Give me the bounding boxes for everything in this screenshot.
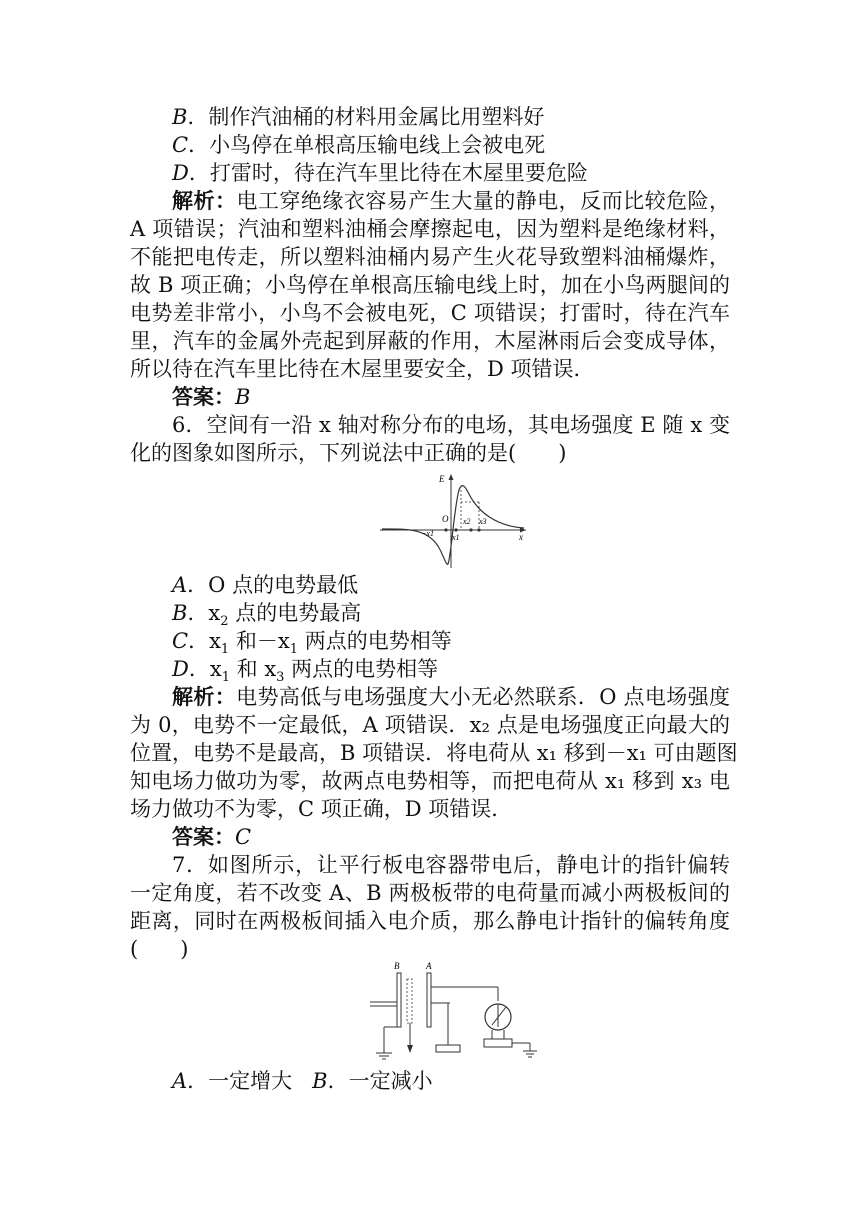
e-axis-arrow xyxy=(449,474,454,480)
electrometer-needle xyxy=(492,1007,506,1025)
q7-options-row: A．一定增大 B．一定减小 xyxy=(172,1069,433,1093)
q5-analysis-line-2: A 项错误；汽油和塑料油桶会摩擦起电，因为塑料是绝缘材料， xyxy=(130,217,730,241)
dielectric-arrow-head xyxy=(407,1045,413,1053)
q6-analysis-line-5: 场力做功不为零，C 项正确，D 项错误． xyxy=(130,797,513,821)
q7-stem-line-4: ( ) xyxy=(130,937,189,961)
label-o: O xyxy=(442,514,449,524)
field-curve xyxy=(382,486,524,565)
e-field-graph xyxy=(376,468,532,572)
label-x: x xyxy=(519,532,523,542)
label-x2: x2 xyxy=(463,517,471,526)
plate-a-base xyxy=(436,1045,460,1052)
q5-analysis-line-5: 电势差非常小，小鸟不会被电死，C 项错误；打雷时，待在汽车 xyxy=(130,301,730,325)
q6-option-a: A．O 点的电势最低 xyxy=(172,573,359,597)
q6-option-d: D．$x_1$ 和 $x_3$ 两点的电势相等 xyxy=(172,657,439,686)
label-x3: x3 xyxy=(479,517,487,526)
point-x1 xyxy=(454,528,457,531)
q5-option-b: B．制作汽油桶的材料用金属比用塑料好 xyxy=(172,105,545,129)
label-neg-x1: −x1 xyxy=(421,529,434,538)
q5-analysis-line-6: 里，汽车的金属外壳起到屏蔽的作用，木屋淋雨后会变成导体， xyxy=(130,329,730,353)
q6-stem-line-1: 6．空间有一沿 x 轴对称分布的电场，其电场强度 E 随 x 变 xyxy=(172,413,730,437)
q7-stem-line-2: 一定角度，若不改变 A、B 两极板带的电荷量而减小两极板间的 xyxy=(130,881,730,905)
q5-option-c: C．小鸟停在单根高压输电线上会被电死 xyxy=(172,133,546,157)
point-x3 xyxy=(477,528,480,531)
q7-stem-line-1: 7．如图所示，让平行板电容器带电后，静电计的指针偏转 xyxy=(172,853,730,877)
q5-answer: 答案：B xyxy=(172,384,251,409)
plate-b xyxy=(397,973,401,1027)
q5-analysis-line-7: 所以待在汽车里比待在木屋里要安全，D 项错误． xyxy=(130,357,595,381)
plate-a xyxy=(427,973,431,1027)
q6-analysis-line-1: 解析：电势高低与电场强度大小无必然联系．O 点电场强度 xyxy=(172,684,730,709)
q5-analysis-line-1: 解析：电工穿绝缘衣容易产生大量的静电，反而比较危险， xyxy=(172,188,731,213)
point-neg-x1 xyxy=(444,528,447,531)
point-x2 xyxy=(469,528,472,531)
label-plate-a: A xyxy=(426,961,432,971)
q5-option-d: D．打雷时，待在汽车里比待在木屋里要危险 xyxy=(172,161,588,185)
q6-option-b: B．$x_2$ 点的电势最高 xyxy=(172,601,362,630)
q6-analysis-line-2: 为 0，电势不一定最低，A 项错误．x₂ 点是电场强度正向最大的 xyxy=(130,713,730,737)
q5-analysis-line-4: 故 B 项正确；小鸟停在单根高压输电线上时，加在小鸟两腿间的 xyxy=(130,273,730,297)
q6-option-c: C．$x_1$ 和$-x_1$ 两点的电势相等 xyxy=(172,629,452,658)
q6-analysis-line-4: 知电场力做功为零，故两点电势相等，而把电荷从 x₁ 移到 x₃ 电 xyxy=(130,769,730,793)
q7-stem-line-3: 距离，同时在两极板间插入电介质，那么静电计指针的偏转角度 xyxy=(130,909,730,933)
label-x1: x1 xyxy=(452,533,460,542)
dielectric-slab xyxy=(407,979,412,1023)
q6-answer: 答案：C xyxy=(172,824,252,849)
capacitor-electrometer-figure xyxy=(360,957,550,1061)
label-e: E xyxy=(439,474,445,484)
q6-analysis-line-3: 位置，电势不是最高，B 项错误．将电荷从 x₁ 移到－x₁ 可由题图 xyxy=(130,741,738,765)
label-plate-b: B xyxy=(394,961,400,971)
q6-stem-line-2: 化的图象如图所示，下列说法中正确的是( ) xyxy=(130,441,567,465)
q5-analysis-line-3: 不能把电传走，所以塑料油桶内易产生火花导致塑料油桶爆炸， xyxy=(130,245,730,269)
electrometer-base xyxy=(484,1039,512,1047)
